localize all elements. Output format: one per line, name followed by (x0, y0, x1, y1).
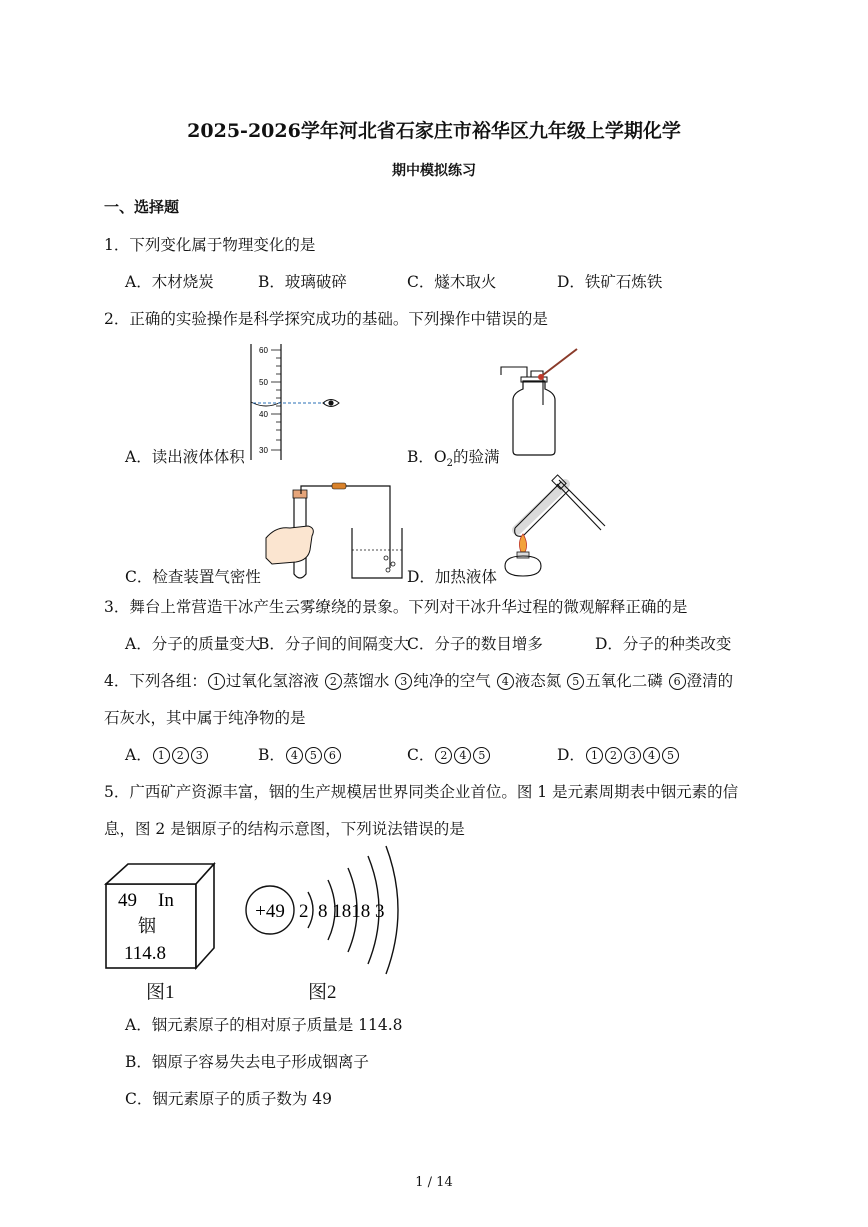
heating-liquid-figure (495, 470, 615, 585)
q1-option-c: C．燧木取火 (407, 273, 497, 291)
q5-option-c: C．铟元素原子的质子数为 49 (125, 1090, 333, 1108)
electron-shells: 2 8 1818 3 (299, 901, 385, 922)
q3-option-d: D．分子的种类改变 (595, 635, 732, 653)
cylinder-tick-30: 30 (259, 446, 268, 455)
q1-option-b: B．玻璃破碎 (258, 273, 347, 291)
q3-option-b: B．分子间的间隔变大 (258, 635, 409, 653)
q3-stem: 3．舞台上常营造干冰产生云雾缭绕的景象。下列对干冰升华过程的微观解释正确的是 (104, 598, 688, 616)
q2-option-d: D．加热液体 (407, 568, 497, 586)
q1-option-d: D．铁矿石炼铁 (557, 273, 663, 291)
document-title: 2025-2026学年河北省石家庄市裕华区九年级上学期化学 (187, 120, 681, 142)
q5-stem-line2: 息，图 2 是铟原子的结构示意图，下列说法错误的是 (104, 820, 465, 838)
gas-bottle-figure (495, 345, 585, 460)
q5-option-b: B．铟原子容易失去电子形成铟离子 (125, 1053, 369, 1071)
q2-option-a: A．读出液体体积 (125, 448, 245, 466)
q4-option-d: D． 1 2 3 4 5 (557, 743, 680, 765)
graduated-cylinder-figure (245, 340, 345, 465)
q4-option-c: C． 2 4 5 (407, 743, 491, 765)
q2-stem: 2．正确的实验操作是科学探究成功的基础。下列操作中错误的是 (104, 310, 548, 328)
cylinder-tick-40: 40 (259, 410, 268, 419)
page-number: 1 / 14 (415, 1175, 453, 1190)
q1-option-a: A．木材烧炭 (125, 273, 214, 291)
q2-option-b: B．$O_2$的验满 (407, 448, 500, 470)
q4-option-b: B． 4 5 6 (258, 743, 342, 765)
q1-stem: 1．下列变化属于物理变化的是 (104, 236, 316, 254)
element-name: 铟 (138, 916, 156, 937)
section-heading: 一、选择题 (104, 198, 180, 216)
element-mass: 114.8 (124, 943, 167, 964)
q5-option-a: A．铟元素原子的相对原子质量是 114.8 (125, 1016, 403, 1034)
cylinder-tick-60: 60 (259, 346, 268, 355)
figure-1-label: 图1 (146, 982, 175, 1003)
q4-option-a: A． 1 2 3 (125, 743, 209, 765)
document-subtitle: 期中模拟练习 (392, 163, 476, 179)
figure-2-label: 图2 (308, 982, 337, 1003)
q3-option-c: C．分子的数目增多 (407, 635, 543, 653)
element-number: 49 (118, 890, 137, 911)
q3-option-a: A．分子的质量变大 (125, 635, 261, 653)
q5-stem-line1: 5．广西矿产资源丰富，铟的生产规模居世界同类企业首位。图 1 是元素周期表中铟元素的信 (104, 783, 739, 801)
cylinder-tick-50: 50 (259, 378, 268, 387)
q2-option-c: C．检查装置气密性 (125, 568, 261, 586)
nucleus-charge: +49 (255, 901, 285, 922)
q4-stem-line1: 4．下列各组： 1 过氧化氢溶液 2 蒸馏水 3 纯净的空气 4 液态氮 5 五氧化二磷 6 澄清的 (104, 672, 734, 690)
element-symbol: In (158, 890, 174, 911)
q4-stem-line2: 石灰水，其中属于纯净物的是 (104, 709, 306, 727)
airtightness-check-figure (262, 478, 412, 583)
atom-structure-figure (240, 842, 410, 977)
element-cell-figure (100, 858, 220, 973)
